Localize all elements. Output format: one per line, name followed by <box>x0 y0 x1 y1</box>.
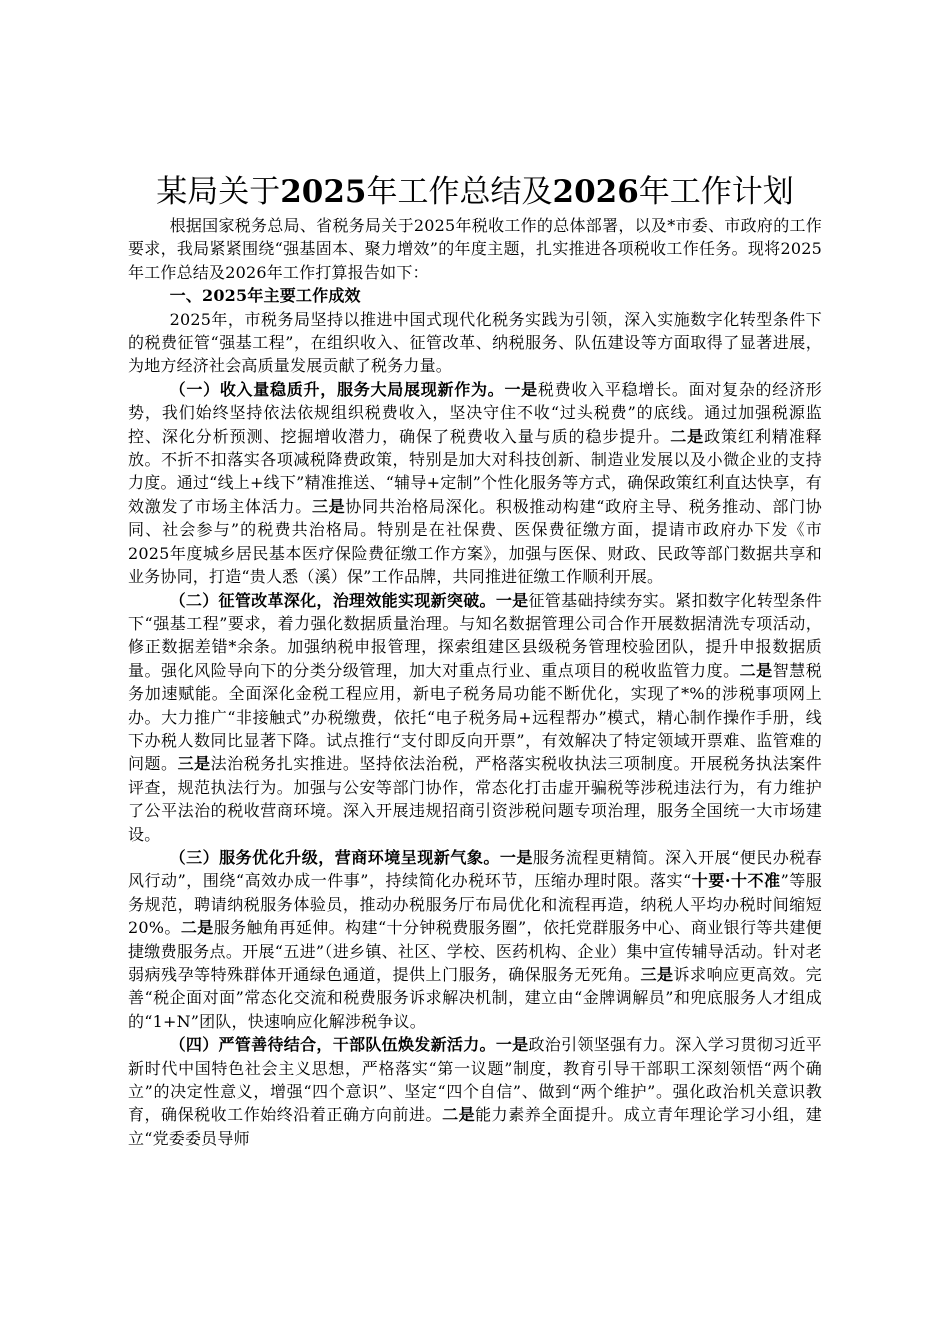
point-text: 税费收入平稳增长。面对复杂的经济形势，我们始终坚持依法依规组织税费收入，坚决守住不收“过头税费”的底线。通过加强税源监控、深化分析预测、挖掘增收潜力，确保了税费收入量与质的稳步提升。 <box>128 379 822 446</box>
title-text: 某局关于 <box>156 174 281 210</box>
intro-paragraph: 根据国家税务总局、省税务局关于2025年税收工作的总体部署，以及*市委、市政府的工作要求，我局紧紧围绕“强基固本、聚力增效”的年度主题，扎实推进各项税收工作任务。现将2025年工作总结及2026年工作打算报告如下： <box>128 216 822 282</box>
section-heading: 一、2025年主要工作成效 <box>169 286 361 306</box>
subsection-heading: （一）收入量稳质升，服务大局展现新作为。 <box>169 379 505 399</box>
section-intro-paragraph: 2025年，市税务局坚持以推进中国式现代化税务实践为引领，深入实施数字化转型条件下的税费征管“强基工程”，在组织收入、征管改革、纳税服务、队伍建设等方面取得了显著进展，为地方经济社会高质量发展贡献了税务力量。 <box>128 309 822 376</box>
point-text: 协同共治格局深化。积极推动构建“政府主导、税务推动、部门协同、社会参与”的税费共治格局。特别是在社保费、医保费征缴方面，提请市政府办下发《市2025年度城乡居民基本医疗保险费征缴工作方案》，加强与医保、财政、民政等部门数据共享和业务协同，打造“贵人悉（溪）保”工作品牌，共同推进征缴工作顺利开展。 <box>128 496 823 587</box>
point-marker: 一是 <box>504 379 538 399</box>
document-title <box>128 172 822 212</box>
point-marker: 二是 <box>180 918 214 938</box>
document-page <box>128 172 822 1150</box>
point-text: 政策红利精准释放。不折不扣落实各项减税降费政策，特别是加大对科技创新、制造业发展以及小微企业的支持力度。通过“线上+线下”精准推送、“辅导+定制”个性化服务等方式，确保政策红利直达快享，有效激发了市场主体活力。 <box>128 426 822 516</box>
subsection-heading: （三）服务优化升级，营商环境呈现新气象。 <box>169 847 500 867</box>
point-text: 政治引领坚强有力。深入学习贯彻习近平新时代中国特色社会主义思想，严格落实“第一议题”制度，教育引导干部职工深刻领悟“两个确立”的决定性意义，增强“四个意识”、坚定“四个自信”、做到“两个维护”。强化政治机关意识教育，确保税收工作始终沿着正确方向前进。 <box>128 1035 822 1125</box>
subsection-heading: （二）征管改革深化，治理效能实现新突破。 <box>169 590 496 610</box>
point-text: 服务触角再延伸。构建“十分钟税费服务圈”，依托党群服务中心、商业银行等共建便捷缴费服务点。开展“五进”（进乡镇、社区、学校、医药机构、企业）集中宣传辅导活动。针对老弱病残孕等特殊群体开通绿色通道，提供上门服务，确保服务无死角。 <box>128 918 822 984</box>
point-text: 法治税务扎实推进。坚持依法治税，严格落实税收执法三项制度。开展税务执法案件评查，规范执法行为。加强与公安等部门协作，常态化打击虚开骗税等涉税违法行为，有力维护了公平法治的税收营商环境。深入开展违规招商引资涉税问题专项治理，服务全国统一大市场建设。 <box>128 754 822 844</box>
point-marker: 二是 <box>670 426 705 446</box>
point-text-bold: 十要·十不准 <box>691 871 781 891</box>
point-text: 能力素养全面提升。成立青年理论学习小组，建立“党委委员导师 <box>128 1105 822 1148</box>
subsection-3-paragraph <box>128 846 822 1033</box>
subsection-2-paragraph <box>128 589 822 846</box>
point-marker: 一是 <box>495 590 529 610</box>
point-marker: 二是 <box>442 1105 476 1125</box>
point-text: 征管基础持续夯实。紧扣数字化转型条件下“强基工程”要求，着力强化数据质量治理。与知名数据管理公司合作开展数据清洗专项活动，修正数据差错*余条。加强纳税申报管理，探索组建区县级税务管理校验团队，提升申报数据质量。强化风险导向下的分类分级管理，加大对重点行业、重点项目的税收监管力度。 <box>128 590 822 680</box>
point-text: ”等服务规范，聘请纳税服务体验员，推动办税服务厅布局优化和流程再造，纳税人平均办税时间缩短20%。 <box>128 871 823 938</box>
title-text: 年工作计划 <box>638 174 794 210</box>
point-text: 智慧税务加速赋能。全面深化金税工程应用，新电子税务局功能不断优化，实现了*%的涉税事项网上办。大力推广“非接触式”办税缴费，依托“电子税务局+远程帮办”模式，精心制作操作手册，线下办税人数同比显著下降。试点推行“支付即反向开票”，有效解决了特定领域开票难、监管难的问题。 <box>128 660 822 774</box>
title-year-2025: 2025 <box>280 174 367 210</box>
title-year-2026: 2026 <box>552 174 639 210</box>
point-text: 诉求响应更高效。完善“税企面对面”常态化交流和税费服务诉求解决机制，建立由“金牌调解员”和兜底服务人才组成的“1+N”团队，快速响应化解涉税争议。 <box>128 965 822 1031</box>
point-text: 服务流程更精简。深入开展“便民办税春风行动”，围绕“高效办成一件事”，持续简化办税环节，压缩办理时限。落实“ <box>128 847 822 891</box>
point-marker: 三是 <box>311 496 346 516</box>
title-text: 年工作总结及 <box>366 174 553 210</box>
point-marker: 一是 <box>495 1035 529 1055</box>
point-marker: 三是 <box>177 754 211 774</box>
subsection-1-paragraph <box>128 378 822 589</box>
point-marker: 三是 <box>640 965 674 984</box>
point-marker: 一是 <box>499 847 533 867</box>
subsection-4-paragraph <box>128 1033 822 1150</box>
point-marker: 二是 <box>739 660 773 680</box>
subsection-heading: （四）严管善待结合，干部队伍焕发新活力。 <box>169 1035 496 1055</box>
